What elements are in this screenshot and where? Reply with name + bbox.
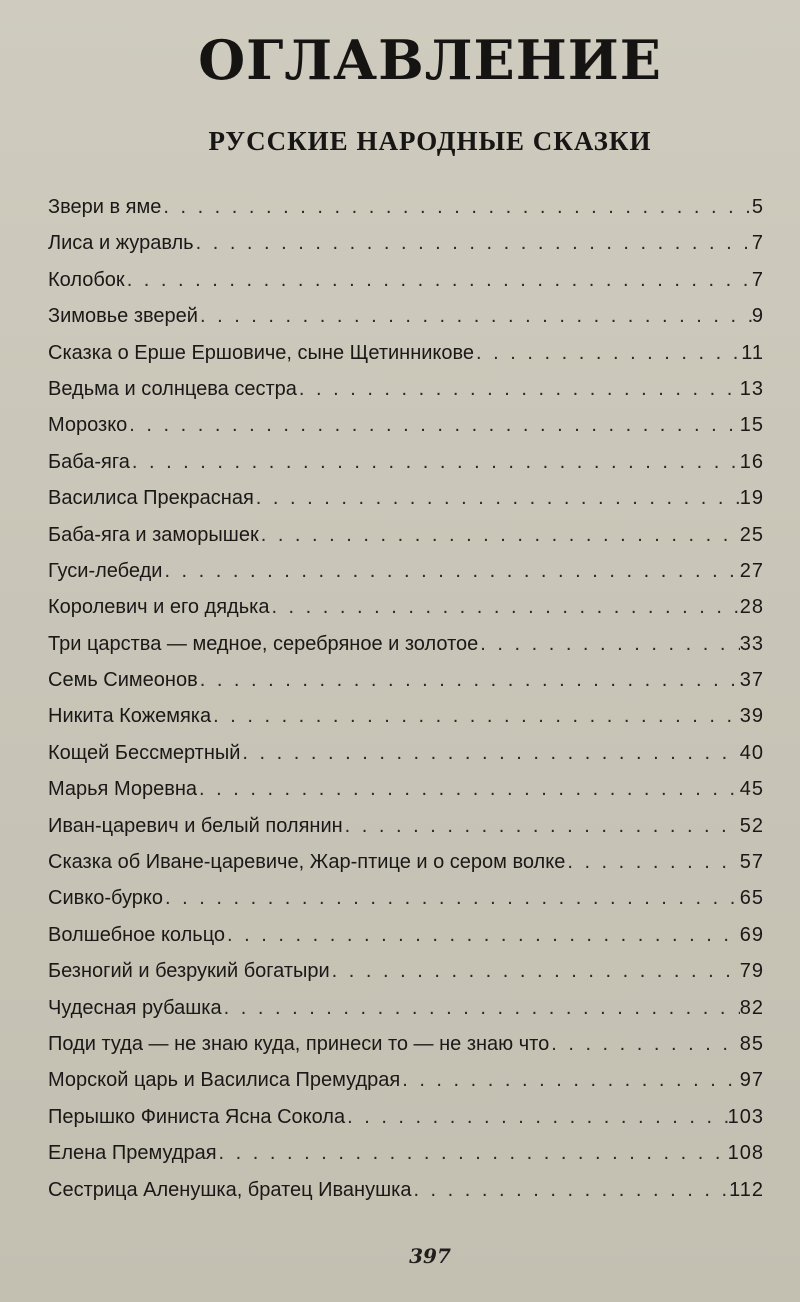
toc-entry bbox=[48, 524, 764, 560]
toc-entry-title: Гуси-лебеди bbox=[48, 559, 163, 582]
toc-entry-title: Никита Кожемяка bbox=[48, 705, 212, 728]
toc-entry bbox=[48, 851, 764, 887]
toc-entry-title: Елена Премудрая bbox=[48, 1142, 217, 1165]
dot-leader bbox=[411, 1179, 729, 1202]
toc-entry-page: 65 bbox=[739, 887, 764, 910]
toc-entry-page: 40 bbox=[739, 741, 764, 764]
toc-entry bbox=[48, 196, 764, 232]
toc-entry-title: Перышко Финиста Ясна Сокола bbox=[48, 1105, 346, 1128]
toc-entry-page: 7 bbox=[751, 268, 764, 291]
toc-entry bbox=[48, 269, 764, 305]
toc-entry-page: 37 bbox=[739, 669, 764, 692]
toc-entry bbox=[48, 1033, 764, 1069]
toc-entry-page: 25 bbox=[739, 523, 764, 546]
dot-leader bbox=[330, 960, 740, 983]
toc-entry-title: Иван-царевич и белый полянин bbox=[48, 814, 343, 837]
toc-entry bbox=[48, 305, 764, 341]
toc-entry-title: Звери в яме bbox=[48, 196, 162, 218]
toc-entry-page: 28 bbox=[739, 596, 764, 619]
dot-leader bbox=[565, 851, 739, 874]
dot-leader bbox=[125, 269, 752, 292]
toc-entry-title: Кощей Бессмертный bbox=[48, 741, 241, 764]
toc-entry-title: Семь Симеонов bbox=[48, 669, 198, 692]
toc-entry-page: 97 bbox=[739, 1069, 764, 1092]
toc-entry-title: Безногий и безрукий богатыри bbox=[48, 960, 330, 983]
toc-entry-page: 27 bbox=[739, 559, 764, 582]
dot-leader bbox=[259, 524, 740, 547]
dot-leader bbox=[225, 924, 740, 947]
dot-leader bbox=[197, 778, 740, 801]
toc-entry-title: Лиса и журавль bbox=[48, 232, 194, 255]
toc-entry-page: 112 bbox=[729, 1178, 764, 1201]
toc-entry-page: 82 bbox=[739, 996, 764, 1019]
table-of-contents bbox=[48, 196, 764, 1215]
toc-entry bbox=[48, 1069, 764, 1105]
toc-entry-title: Королевич и его дядька bbox=[48, 596, 270, 619]
toc-entry-page: 45 bbox=[739, 778, 764, 801]
toc-entry-page: 57 bbox=[739, 851, 764, 874]
dot-leader bbox=[198, 669, 740, 692]
dot-leader bbox=[345, 1106, 728, 1129]
toc-entry-title: Василиса Прекрасная bbox=[48, 487, 254, 510]
section-title: РУССКИЕ НАРОДНЫЕ СКАЗКИ bbox=[208, 126, 652, 156]
toc-entry-title: Чудесная рубашка bbox=[48, 996, 222, 1019]
toc-entry-title: Баба-яга и заморышек bbox=[48, 523, 259, 546]
toc-entry bbox=[48, 669, 764, 705]
toc-entry bbox=[48, 487, 764, 523]
toc-entry bbox=[48, 997, 764, 1033]
toc-entry-title: Сказка об Иване-царевиче, Жар-птице и о сером волке bbox=[48, 851, 566, 874]
dot-leader bbox=[127, 414, 739, 437]
toc-entry bbox=[48, 1142, 764, 1178]
toc-entry-title: Марья Моревна bbox=[48, 778, 197, 801]
toc-entry bbox=[48, 560, 764, 596]
toc-entry-page: 79 bbox=[739, 960, 764, 983]
toc-entry-page: 5 bbox=[751, 196, 764, 218]
dot-leader bbox=[161, 196, 752, 219]
dot-leader bbox=[474, 342, 741, 365]
dot-leader bbox=[217, 1142, 728, 1165]
toc-entry bbox=[48, 815, 764, 851]
toc-entry-title: Сивко-бурко bbox=[48, 887, 164, 910]
toc-entry bbox=[48, 1106, 764, 1142]
toc-entry-page: 13 bbox=[739, 377, 764, 400]
dot-leader bbox=[343, 815, 740, 838]
toc-entry-page: 33 bbox=[739, 632, 764, 655]
page-number: 397 bbox=[409, 1244, 451, 1268]
toc-entry-page: 108 bbox=[727, 1142, 764, 1165]
toc-entry-page: 85 bbox=[739, 1032, 764, 1055]
toc-entry-page: 19 bbox=[739, 487, 764, 510]
dot-leader bbox=[297, 378, 740, 401]
toc-entry-page: 52 bbox=[739, 814, 764, 837]
toc-entry-page: 39 bbox=[739, 705, 764, 728]
toc-entry bbox=[48, 924, 764, 960]
dot-leader bbox=[478, 633, 740, 656]
toc-entry-title: Сказка о Ерше Ершовиче, сыне Щетинникове bbox=[48, 341, 475, 364]
toc-entry-title: Баба-яга bbox=[48, 450, 130, 473]
dot-leader bbox=[194, 232, 752, 255]
dot-leader bbox=[549, 1033, 740, 1056]
toc-entry bbox=[48, 342, 764, 378]
dot-leader bbox=[198, 305, 752, 328]
toc-entry bbox=[48, 232, 764, 268]
dot-leader bbox=[240, 742, 739, 765]
toc-entry bbox=[48, 887, 764, 923]
dot-leader bbox=[222, 997, 740, 1020]
toc-entry bbox=[48, 596, 764, 632]
dot-leader bbox=[254, 487, 740, 510]
toc-entry bbox=[48, 960, 764, 996]
toc-entry-title: Зимовье зверей bbox=[48, 305, 198, 328]
toc-entry-title: Три царства — медное, серебряное и золотое bbox=[48, 632, 479, 655]
toc-entry-page: 9 bbox=[751, 305, 764, 328]
dot-leader bbox=[162, 560, 739, 583]
dot-leader bbox=[211, 705, 740, 728]
page-title: ОГЛАВЛЕНИЕ bbox=[198, 28, 662, 92]
toc-entry bbox=[48, 1179, 764, 1215]
toc-entry-title: Морской царь и Василиса Премудрая bbox=[48, 1069, 401, 1092]
toc-entry-title: Волшебное кольцо bbox=[48, 923, 226, 946]
toc-entry bbox=[48, 414, 764, 450]
toc-entry-page: 16 bbox=[739, 450, 764, 473]
toc-entry bbox=[48, 742, 764, 778]
dot-leader bbox=[163, 887, 740, 910]
toc-entry-title: Морозко bbox=[48, 414, 128, 437]
dot-leader bbox=[400, 1069, 740, 1092]
toc-entry bbox=[48, 451, 764, 487]
toc-entry bbox=[48, 778, 764, 814]
toc-entry bbox=[48, 705, 764, 741]
dot-leader bbox=[130, 451, 740, 474]
toc-entry-title: Поди туда — не знаю куда, принеси то — не знаю что bbox=[48, 1032, 550, 1055]
toc-entry bbox=[48, 633, 764, 669]
dot-leader bbox=[269, 596, 739, 619]
toc-entry-page: 11 bbox=[741, 341, 764, 364]
toc-entry bbox=[48, 378, 764, 414]
toc-entry-title: Колобок bbox=[48, 268, 125, 291]
toc-entry-page: 103 bbox=[727, 1105, 764, 1128]
toc-entry-page: 69 bbox=[739, 923, 764, 946]
toc-entry-page: 15 bbox=[739, 414, 764, 437]
toc-entry-title: Сестрица Аленушка, братец Иванушка bbox=[48, 1178, 412, 1201]
toc-entry-title: Ведьма и солнцева сестра bbox=[48, 377, 297, 400]
toc-entry-page: 7 bbox=[751, 232, 764, 255]
